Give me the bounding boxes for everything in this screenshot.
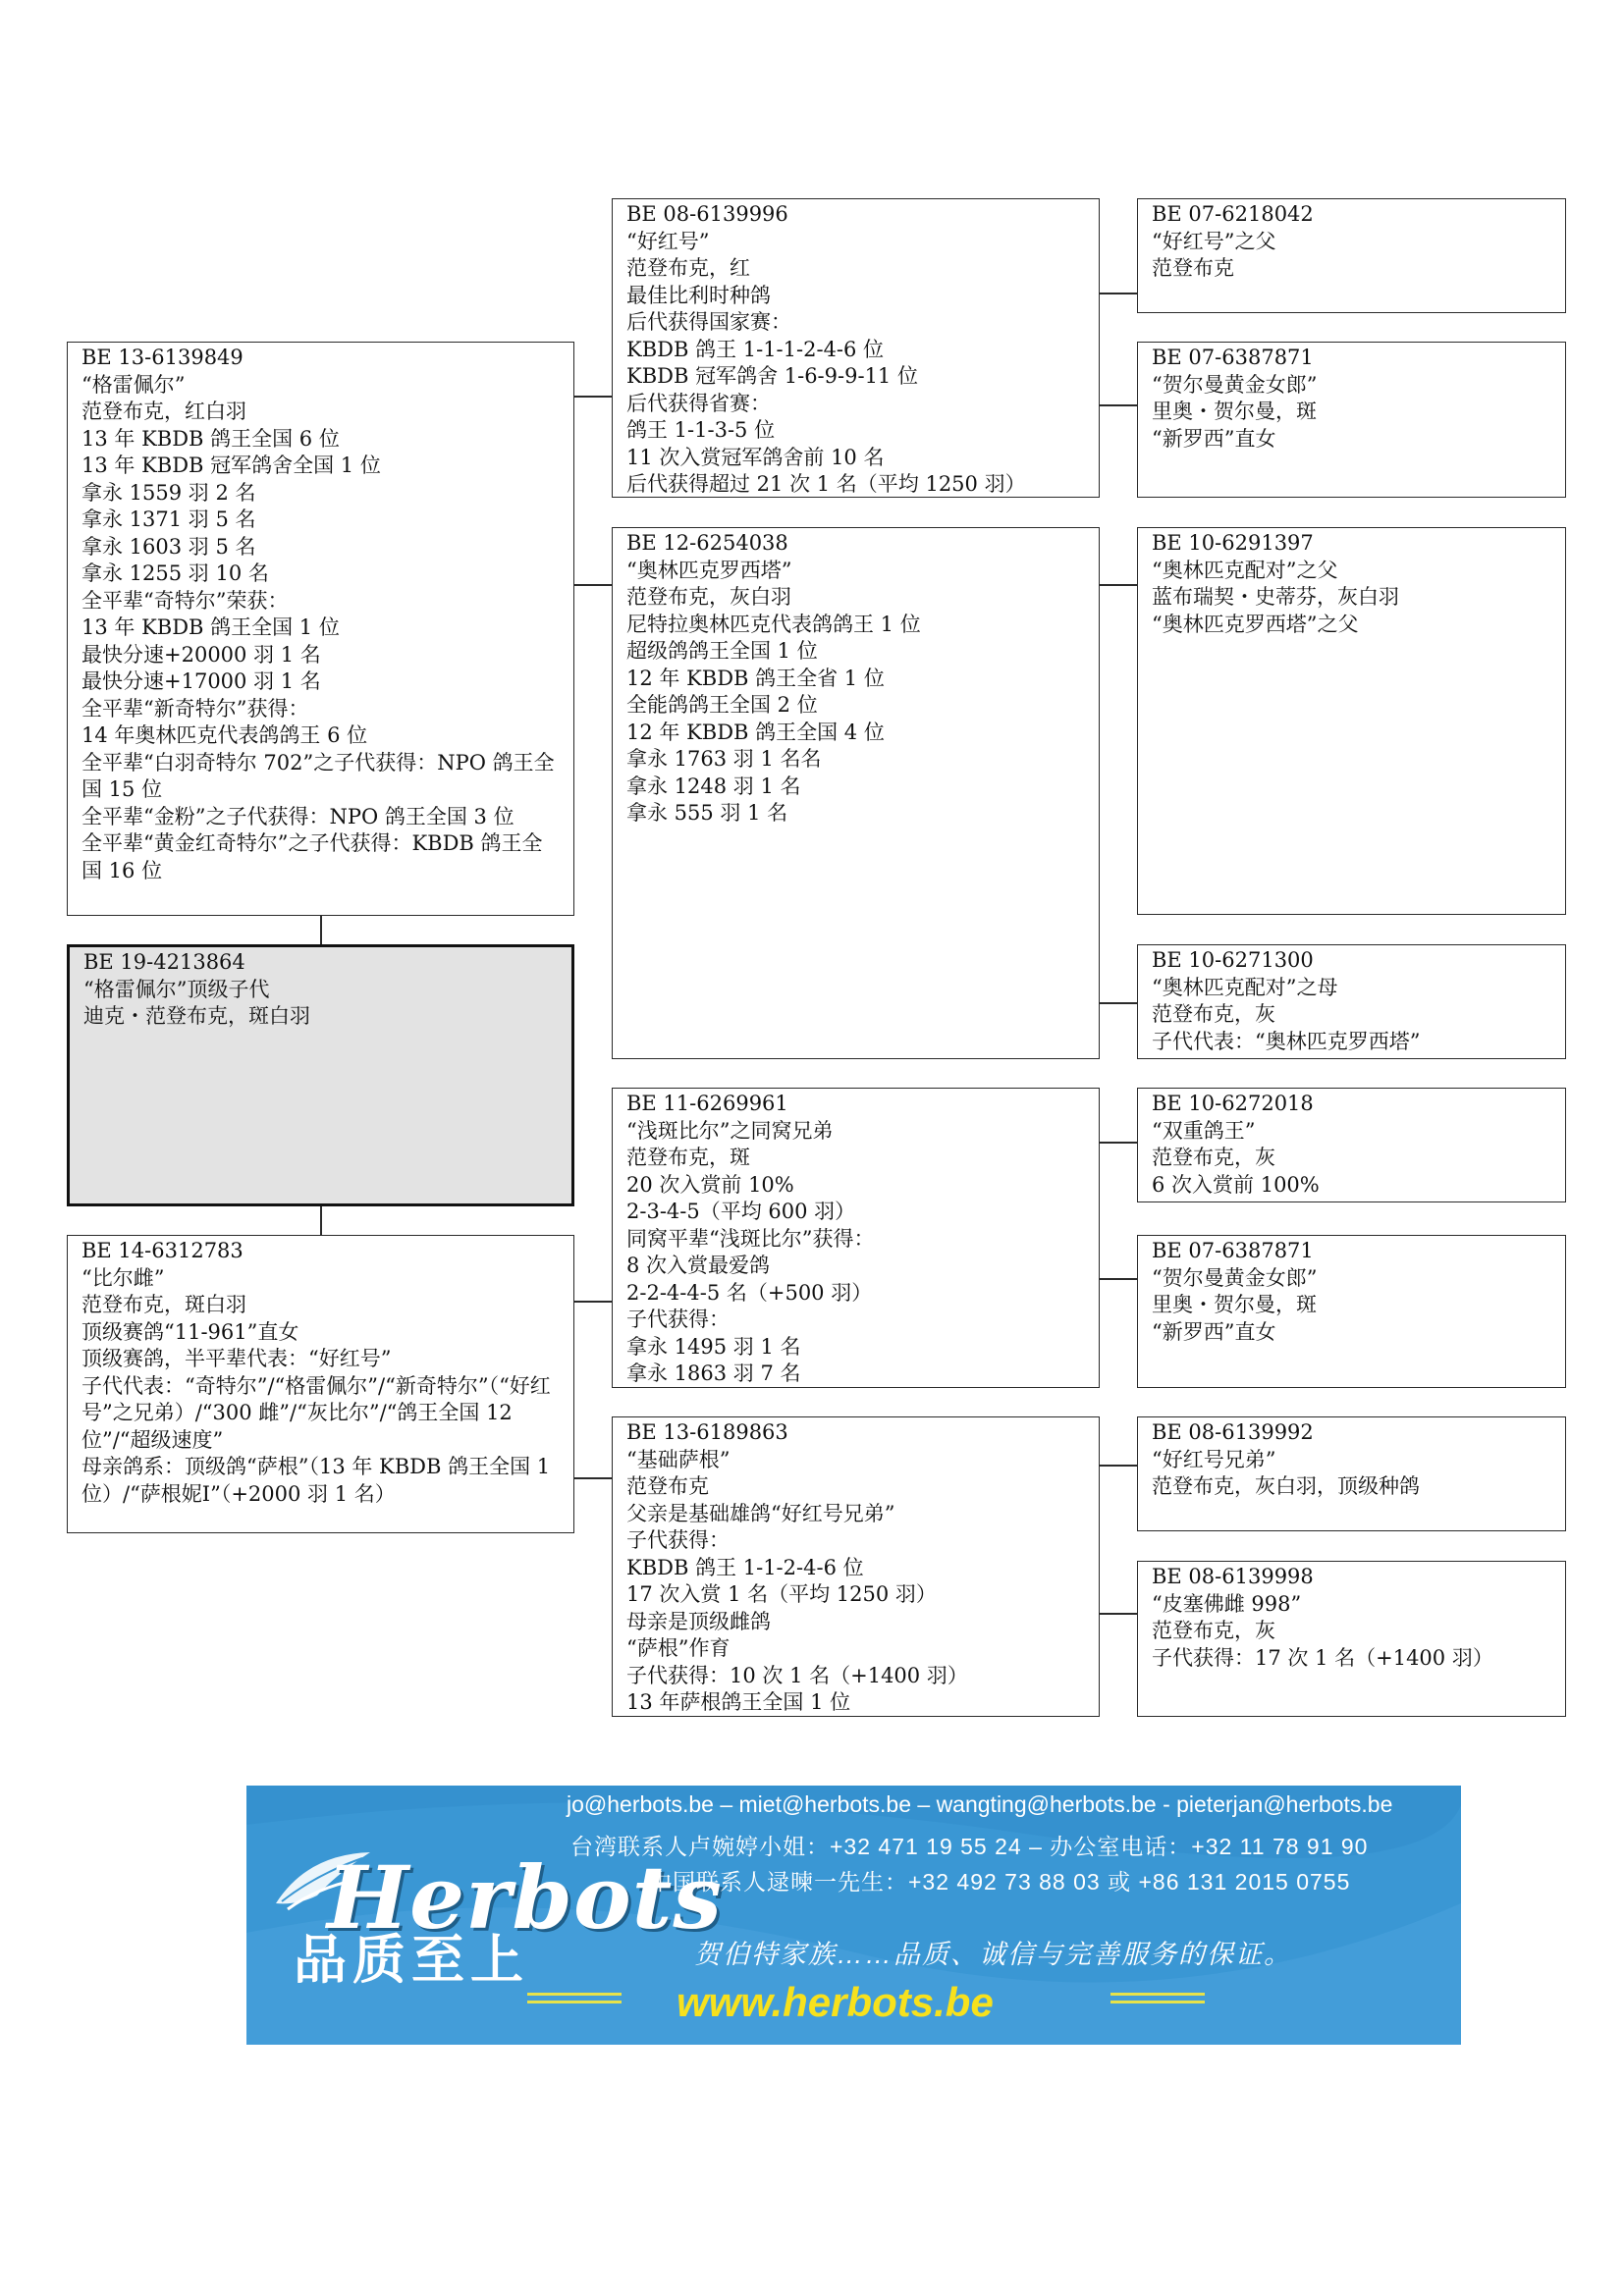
- card-line: 12 年 KBDB 鸽王全国 4 位: [626, 720, 885, 744]
- card-line: 拿永 1603 羽 5 名: [81, 534, 256, 559]
- card-line: 子代获得：10 次 1 名（+1400 羽）: [626, 1663, 968, 1687]
- card-line: 范登布克，红白羽: [81, 400, 246, 423]
- card-line: 13 年 KBDB 冠军鸽舍全国 1 位: [81, 454, 381, 477]
- ring-number: BE 13-6189863: [626, 1420, 788, 1444]
- card-line: 范登布克，斑白羽: [81, 1293, 246, 1316]
- connector-sire-to-subject: [320, 916, 322, 944]
- ring-number: BE 13-6139849: [81, 346, 244, 369]
- ring-number: BE 08-6139992: [1152, 1420, 1314, 1444]
- connector-dam-to-subject: [320, 1205, 322, 1235]
- card-line: 顶级赛鸽，半平辈代表：“好红号”: [81, 1347, 392, 1370]
- connector-ds-to-dsd: [1099, 1278, 1138, 1280]
- card-line: 范登布克: [1152, 256, 1234, 280]
- ring-number: BE 08-6139996: [626, 202, 788, 226]
- card-line: “浅斑比尔”之同窝兄弟: [626, 1118, 834, 1143]
- card-line: “好红号”: [626, 229, 710, 253]
- website-link[interactable]: www.herbots.be: [677, 1979, 994, 2025]
- card-line: 母亲鸽系：顶级鸽“萨根”（13 年 KBDB 鸽王全国 1 位）/“萨根妮Ⅰ”（+2000 羽 1 名）: [81, 1455, 557, 1506]
- card-line: 拿永 1559 羽 2 名: [81, 480, 256, 505]
- right-decorative-rule-2: [1110, 2001, 1205, 2003]
- connector-sire-to-sd: [573, 584, 613, 586]
- card-line: “比尔雌”: [81, 1265, 165, 1290]
- card-line: 里奥・贺尔曼，斑: [1152, 400, 1317, 423]
- card-line: “贺尔曼黄金女郎”: [1152, 372, 1318, 397]
- connector-sd-to-sdd: [1099, 1002, 1138, 1004]
- card-line: 后代获得超过 21 次 1 名（平均 1250 羽）: [626, 472, 1026, 496]
- ring-number: BE 07-6387871: [1152, 346, 1314, 369]
- card-line: 全能鸽鸽王全国 2 位: [626, 693, 818, 717]
- card-line: 全平辈“奇特尔”荣获：: [81, 588, 289, 613]
- ring-number: BE 08-6139998: [1152, 1565, 1314, 1588]
- connector-dd-to-ddd: [1099, 1613, 1138, 1615]
- card-line: 拿永 1371 羽 5 名: [81, 507, 256, 531]
- card-line: 子代代表：“奥林匹克罗西塔”: [1152, 1029, 1421, 1053]
- card-line: 蓝布瑞契・史蒂芬，灰白羽: [1152, 585, 1399, 609]
- connector-sire-to-ss: [573, 396, 613, 398]
- card-line: 20 次入赏前 10%: [626, 1172, 794, 1197]
- card-line: “格雷佩尔”顶级子代: [83, 977, 270, 1001]
- logo-text: Herbots: [327, 1846, 723, 1949]
- card-line: “奥林匹克罗西塔”之父: [1152, 612, 1359, 636]
- connector-dam-to-ds: [573, 1301, 613, 1303]
- sss-card: [1137, 198, 1566, 313]
- sds-card: [1137, 527, 1566, 915]
- ring-number: BE 12-6254038: [626, 531, 788, 555]
- card-line: 范登布克，灰: [1152, 1146, 1275, 1169]
- card-line: 最快分速+20000 羽 1 名: [81, 642, 321, 667]
- connector-sd-to-sds: [1099, 584, 1138, 586]
- connector-ss-to-sss: [1099, 293, 1138, 294]
- card-line: “奥林匹克配对”之父: [1152, 558, 1338, 582]
- card-line: 迪克・范登布克，斑白羽: [83, 1004, 310, 1028]
- card-line: 顶级赛鸽“11-961”直女: [81, 1319, 299, 1344]
- dam-card: [67, 1235, 574, 1533]
- dam-dam-card: [612, 1416, 1100, 1717]
- card-line: 2-2-4-4-5 名（+500 羽）: [626, 1280, 873, 1305]
- card-line: “双重鸽王”: [1152, 1118, 1256, 1143]
- card-line: 母亲是顶级雌鸽: [626, 1609, 771, 1633]
- ring-number: BE 19-4213864: [83, 950, 245, 974]
- card-line: 里奥・贺尔曼，斑: [1152, 1293, 1317, 1316]
- card-line: 范登布克，灰白羽，顶级种鸽: [1152, 1474, 1420, 1498]
- card-line: 鸽王 1-1-3-5 位: [626, 418, 776, 442]
- card-line: 后代获得国家赛：: [626, 310, 791, 334]
- card-line: 13 年 KBDB 鸽王全国 1 位: [81, 615, 340, 639]
- ring-number: BE 14-6312783: [81, 1239, 244, 1262]
- card-line: 超级鸽鸽王全国 1 位: [626, 639, 818, 663]
- dds-card: [1137, 1416, 1566, 1531]
- email-list[interactable]: jo@herbots.be – miet@herbots.be – wangting@herbots.be - pieterjan@herbots.be: [567, 1791, 1393, 1817]
- card-line: 范登布克，灰: [1152, 1002, 1275, 1026]
- card-line: 14 年奥林匹克代表鸽鸽王 6 位: [81, 723, 368, 747]
- card-line: 最佳比利时种鸽: [626, 283, 771, 307]
- card-line: “基础萨根”: [626, 1447, 731, 1471]
- card-line: “新罗西”直女: [1152, 1319, 1276, 1344]
- sire-dam-card: [612, 527, 1100, 1059]
- card-line: 范登布克，斑: [626, 1146, 750, 1169]
- ssd-card: [1137, 342, 1566, 498]
- card-line: KBDB 鸽王 1-1-1-2-4-6 位: [626, 337, 885, 361]
- card-line: 子代获得：: [626, 1528, 730, 1552]
- card-line: “萨根”作育: [626, 1636, 731, 1660]
- card-line: 17 次入赏 1 名（平均 1250 羽）: [626, 1582, 937, 1606]
- right-decorative-rule: [1110, 1993, 1205, 1996]
- left-decorative-rule-2: [527, 2001, 622, 2003]
- card-line: 全平辈“白羽奇特尔 702”之子代获得：NPO 鸽王全国 15 位: [81, 750, 555, 801]
- card-line: “奥林匹克配对”之母: [1152, 975, 1338, 999]
- card-line: 拿永 1248 羽 1 名: [626, 774, 801, 798]
- card-line: 拿永 1863 羽 7 名: [626, 1362, 801, 1385]
- card-line: 范登布克，灰: [1152, 1619, 1275, 1642]
- card-line: KBDB 鸽王 1-1-2-4-6 位: [626, 1555, 864, 1579]
- card-line: 尼特拉奥林匹克代表鸽鸽王 1 位: [626, 612, 921, 636]
- card-line: 同窝平辈“浅斑比尔”获得：: [626, 1226, 875, 1251]
- card-line: 子代获得：17 次 1 名（+1400 羽）: [1152, 1645, 1493, 1670]
- ring-number: BE 10-6291397: [1152, 531, 1314, 555]
- card-line: 13 年萨根鸽王全国 1 位: [626, 1690, 851, 1714]
- card-line: 后代获得省赛：: [626, 391, 771, 415]
- card-line: “新罗西”直女: [1152, 426, 1276, 451]
- card-line: 全平辈“黄金红奇特尔”之子代获得：KBDB 鸽王全国 16 位: [81, 831, 543, 882]
- dsd-card: [1137, 1235, 1566, 1388]
- card-line: 拿永 1255 羽 10 名: [81, 561, 269, 585]
- motto: 品质至上: [294, 1928, 529, 1991]
- left-decorative-rule: [527, 1993, 622, 1996]
- card-line: 拿永 555 羽 1 名: [626, 801, 788, 825]
- sdd-card: [1137, 944, 1566, 1059]
- card-line: 11 次入赏冠军鸽舍前 10 名: [626, 445, 885, 469]
- dss-card: [1137, 1088, 1566, 1202]
- card-line: 拿永 1495 羽 1 名: [626, 1334, 801, 1359]
- ddd-card: [1137, 1561, 1566, 1717]
- card-line: 范登布克: [626, 1474, 709, 1498]
- card-line: “奥林匹克罗西塔”: [626, 558, 792, 582]
- card-line: 子代获得：: [626, 1308, 730, 1331]
- card-line: 8 次入赏最爱鸽: [626, 1254, 771, 1277]
- card-line: 全平辈“新奇特尔”获得：: [81, 696, 309, 721]
- card-line: 范登布克，灰白羽: [626, 585, 791, 609]
- connector-dd-to-dds: [1099, 1465, 1138, 1467]
- ring-number: BE 07-6387871: [1152, 1239, 1314, 1262]
- ring-number: BE 07-6218042: [1152, 202, 1314, 226]
- card-line: 范登布克，红: [626, 256, 750, 280]
- footer-banner: [246, 1786, 1461, 2045]
- sire-card: [67, 342, 574, 916]
- card-line: KBDB 冠军鸽舍 1-6-9-9-11 位: [626, 364, 918, 388]
- connector-ss-to-ssd: [1099, 404, 1138, 406]
- card-line: “皮塞佛雌 998”: [1152, 1591, 1302, 1616]
- ring-number: BE 10-6271300: [1152, 948, 1314, 972]
- card-line: 子代代表：“奇特尔”/“格雷佩尔”/“新奇特尔”（“好红号”之兄弟）/“300 雌”/“灰比尔”/“鸽王全国 12 位”/“超级速度”: [81, 1373, 551, 1452]
- card-line: 最快分速+17000 羽 1 名: [81, 669, 321, 693]
- card-line: “贺尔曼黄金女郎”: [1152, 1265, 1318, 1290]
- subject-card: [67, 944, 574, 1206]
- card-line: 12 年 KBDB 鸽王全省 1 位: [626, 666, 885, 690]
- china-contact: 中国联系人逯暕一先生：+32 492 73 88 03 或 +86 131 2015 0755: [649, 1869, 1351, 1895]
- card-line: “格雷佩尔”: [81, 372, 186, 397]
- ring-number: BE 11-6269961: [626, 1092, 788, 1115]
- sire-sire-card: [612, 198, 1100, 498]
- card-line: 父亲是基础雄鸽“好红号兄弟”: [626, 1501, 895, 1525]
- connector-ds-to-dss: [1099, 1142, 1138, 1144]
- card-line: 全平辈“金粉”之子代获得：NPO 鸽王全国 3 位: [81, 804, 514, 828]
- card-line: 拿永 1763 羽 1 名名: [626, 747, 822, 771]
- card-line: “好红号”之父: [1152, 229, 1276, 253]
- dam-sire-card: [612, 1088, 1100, 1388]
- slogan: 贺伯特家族……品质、诚信与完善服务的保证。: [694, 1940, 1292, 1969]
- ring-number: BE 10-6272018: [1152, 1092, 1314, 1115]
- taiwan-contact: 台湾联系人卢婉婷小姐：+32 471 19 55 24 – 办公室电话：+32 11 78 91 90: [570, 1834, 1369, 1859]
- card-line: 2-3-4-5（平均 600 羽）: [626, 1200, 856, 1223]
- card-line: “好红号兄弟”: [1152, 1447, 1276, 1471]
- connector-dam-to-dd: [573, 1477, 613, 1479]
- card-line: 6 次入赏前 100%: [1152, 1172, 1320, 1197]
- card-line: 13 年 KBDB 鸽王全国 6 位: [81, 426, 340, 451]
